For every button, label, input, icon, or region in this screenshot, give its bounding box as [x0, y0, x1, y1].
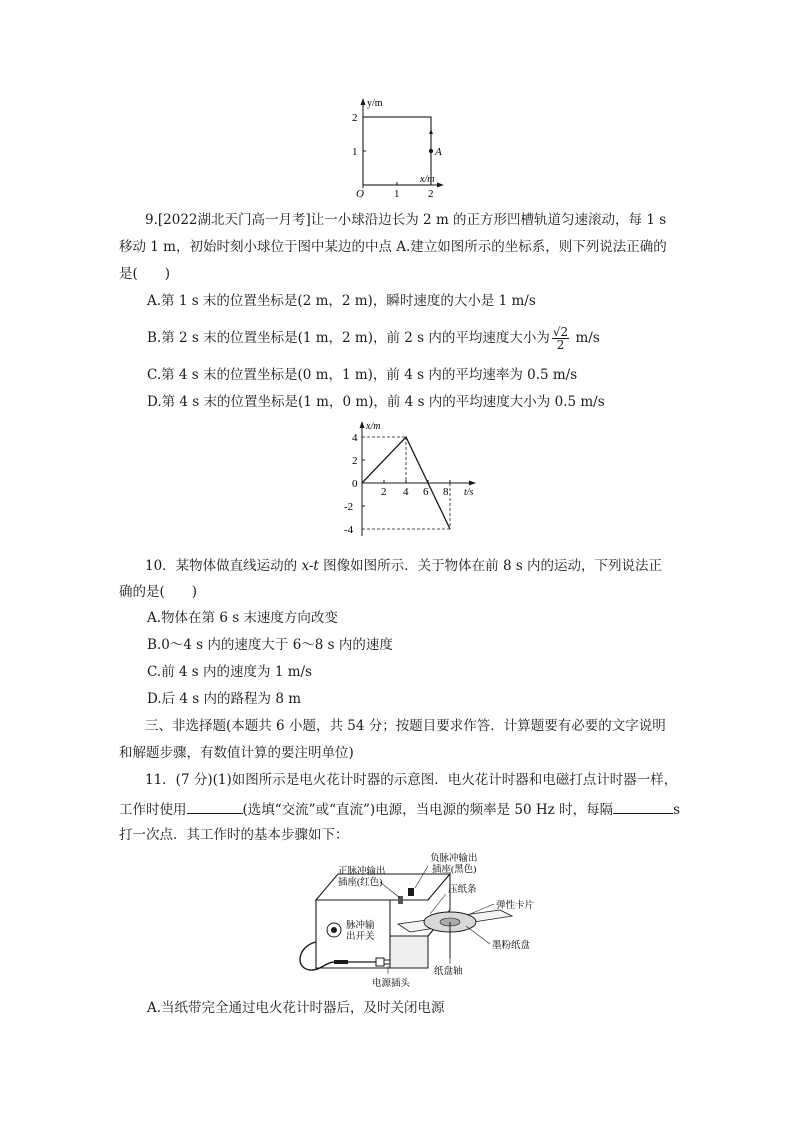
point-a: [429, 149, 433, 153]
q9-option-b-unit: m/s: [571, 330, 600, 346]
q11-line3: 打一次点．其工作时的基本步骤如下：: [119, 827, 349, 843]
q11-line2-text-b: (选填“交流”或“直流”)电源，当电源的频率是 50 Hz 时，每隔: [242, 802, 614, 818]
origin-label: 0: [352, 478, 358, 490]
q9-option-b: [147, 320, 600, 356]
q10-option-a: A.物体在第 6 s 末速度方向改变: [147, 610, 338, 626]
q9-option-d: D.第 4 s 末的位置坐标是(1 m，0 m)，前 4 s 内的平均速度大小为 0.5 m/s: [147, 394, 605, 410]
fraction-denominator: 2: [556, 338, 565, 352]
y-tick-neg2: -2: [344, 501, 354, 513]
q11-line1: 11．(7 分)(1)如图所示是电火花计时器的示意图．电火花计时器和电磁打点计时器一样，: [145, 772, 678, 788]
label-positive-output: 正脉冲输出: [338, 867, 386, 877]
square-track-figure: [350, 96, 446, 200]
q9-stem-line3: 是( ): [119, 266, 171, 282]
fraction-numerator: √2: [552, 325, 569, 339]
y-axis-label: x/m: [366, 421, 381, 432]
q11-line2-unit: s: [673, 802, 681, 818]
label-pulse-switch: 脉冲输: [346, 921, 375, 931]
x-tick-2: 2: [381, 486, 387, 498]
q9-option-b-text: B.第 2 s 末的位置坐标是(1 m，2 m)，前 2 s 内的平均速度大小为: [147, 330, 550, 346]
q10-stem-line2: 确的是( ): [119, 584, 198, 600]
answer-blank-2[interactable]: [613, 799, 673, 814]
q10-variable: x-t: [301, 558, 319, 574]
x-tick-1: 1: [394, 188, 400, 200]
direction-arrow: [429, 129, 433, 134]
q10-option-c: C.前 4 s 内的速度为 1 m/s: [147, 664, 312, 680]
origin-label: O: [356, 188, 364, 200]
answer-blank-1[interactable]: [187, 799, 243, 814]
x-tick-8: 8: [443, 486, 449, 498]
label-press-strip: 压纸条: [448, 885, 477, 895]
q10-stem-line1: [145, 557, 662, 575]
q9-option-a: A.第 1 s 末的位置坐标是(2 m，2 m)，瞬时速度的大小是 1 m/s: [147, 293, 536, 309]
section3-line2: 和解题步骤，有数值计算的要注明单位): [119, 745, 354, 761]
x-tick-2: 2: [428, 188, 434, 200]
q10-option-b: B.0～4 s 内的速度大于 6～8 s 内的速度: [147, 637, 393, 653]
label-negative-output: 负脉冲输出: [430, 854, 478, 864]
label-negative-output-2: 插座(黑色): [432, 865, 477, 875]
y-tick-1: 1: [352, 146, 358, 158]
q9-stem-line2: 移动 1 m，初始时刻小球位于图中某边的中点 A.建立如图所示的坐标系，则下列说法正确的: [119, 239, 667, 255]
section3-line1: 三、非选择题(本题共 6 小题，共 54 分；按题目要求作答．计算题要有必要的文字说明: [145, 718, 666, 734]
q10-stem-text-post: 图像如图所示．关于物体在前 8 s 内的运动，下列说法正: [318, 558, 663, 574]
x-tick-4: 4: [403, 486, 409, 498]
y-tick-2: 2: [352, 455, 358, 467]
label-pulse-switch-2: 出开关: [346, 932, 375, 942]
y-tick-2: 2: [352, 112, 358, 124]
x-axis-label: t/s: [464, 487, 474, 498]
q10-stem-text: 10．某物体做直线运动的: [145, 558, 302, 574]
label-elastic-card: 弹性卡片: [496, 901, 535, 911]
q10-option-d: D.后 4 s 内的路程为 8 m: [147, 691, 301, 707]
label-ink-disk: 墨粉纸盘: [492, 941, 531, 951]
x-tick-6: 6: [423, 486, 429, 498]
q9-stem-line1: 9.[2022湖北天门高一月考]让一小球沿边长为 2 m 的正方形凹槽轨道匀速滚动，每 1 s: [145, 212, 667, 228]
y-tick-neg4: -4: [344, 524, 354, 536]
x-axis-label: x/m: [420, 174, 435, 185]
spark-timer-figure: [290, 850, 570, 990]
xt-graph-figure: [338, 418, 488, 540]
point-a-label: A: [435, 146, 442, 158]
label-positive-output-2: 插座(红色): [338, 878, 383, 888]
y-axis-label: y/m: [367, 98, 383, 109]
fraction: [552, 326, 569, 351]
q11-step-a: A.当纸带完全通过电火花计时器后，及时关闭电源: [147, 1000, 445, 1016]
q9-option-c: C.第 4 s 末的位置坐标是(0 m，1 m)，前 4 s 内的平均速率为 0.5 m/s: [147, 367, 578, 383]
y-tick-4: 4: [352, 432, 358, 444]
label-disk-axle: 纸盘轴: [434, 967, 463, 977]
q11-line2: [119, 799, 680, 819]
label-power-plug: 电源插头: [372, 979, 411, 989]
q11-line2-text-a: 工作时使用: [119, 802, 187, 818]
